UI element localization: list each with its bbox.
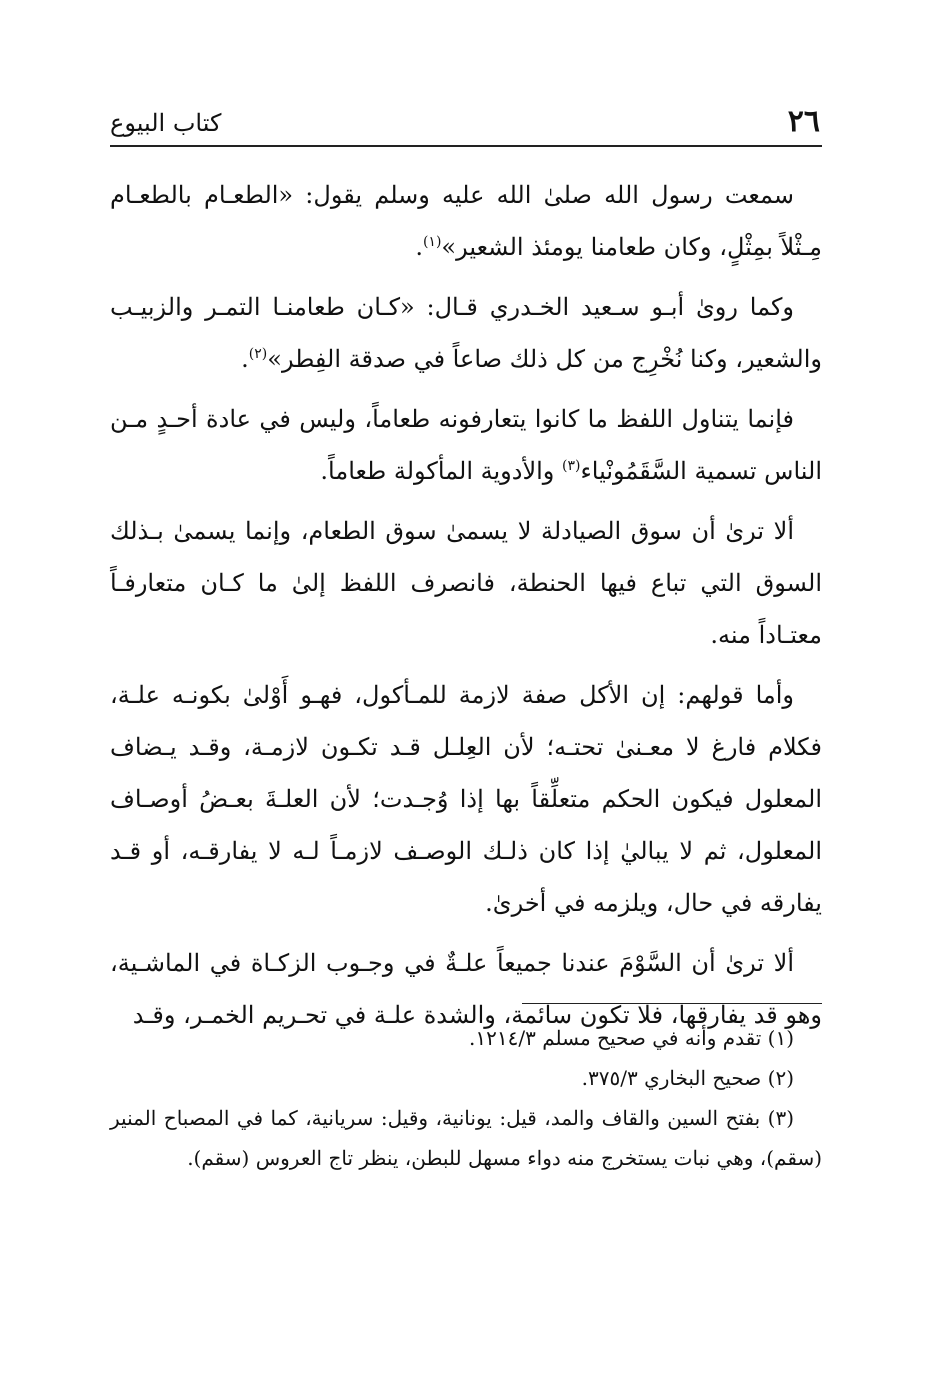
paragraph-1: سمعت رسول الله صلىٰ الله عليه وسلم يقول: «الطعـام بالطعـام مِـثْلاً بمِثْلٍ، وكان طعامنا يومئذ الشعير»$^{(١)}$. <box>110 181 822 261</box>
running-header <box>110 95 822 147</box>
footnote-divider <box>522 1003 822 1004</box>
body-text <box>110 169 822 1041</box>
footnote-ref-3[interactable]: (٣) <box>562 458 581 474</box>
footnote-ref-2[interactable]: (٢) <box>248 346 268 362</box>
book-title: كتاب البيوع <box>110 109 222 137</box>
paragraph-2: وكما روىٰ أبـو سـعيد الخـدري قـال: «كـان طعامنـا التمـر والزبيـب والشعير، وكنا نُخْرِج من كل ذلك صاعاً في صدقة الفِطر»$^{(٢)}$. <box>110 293 822 373</box>
footnote-2: (٢) صحيح البخاري ٣٧٥/٣. <box>581 1066 794 1090</box>
page-number: ٢٦ <box>787 104 820 139</box>
footnote-3: (٣) بفتح السين والقاف والمد، قيل: يونانية، وقيل: سريانية، كما في المصباح المنير (سقم)، وهي نبات يستخرج منه دواء مسهل للبطن، ينظر تاج العروس (سقم). <box>110 1106 822 1170</box>
paragraph-4: ألا ترىٰ أن سوق الصيادلة لا يسمىٰ سوق الطعام، وإنما يسمىٰ بـذلك السوق التي تباع فيها الحنطة، فانصرف اللفظ إلىٰ ما كـان متعارفـاً معتـاداً منه. <box>110 517 822 649</box>
footnote-1: (١) تقدم وأنه في صحيح مسلم ١٢١٤/٣. <box>469 1026 794 1050</box>
paragraph-5: وأما قولهم: إن الأكل صفة لازمة للمـأكول، فهـو أَوْلىٰ بكونـه علـة، فكلام فارغ لا معـنىٰ تحتـه؛ لأن العِلـل قـد تكـون لازمـة، وقـد يـضاف المعلول فيكون الحكم متعلِّقاً بها إذا وُجـدت؛ لأن العلـةَ بعـضُ أوصـاف المعلول، ثم لا يباليٰ إذا كان ذلـك الوصـف لازمـاً لـه لا يفارقـه، أو قـد يفارقه في حال، ويلزمه في أخرىٰ. <box>110 681 823 917</box>
footnote-ref-1[interactable]: (١) <box>422 234 442 250</box>
footnotes <box>110 1003 822 1178</box>
page <box>110 95 822 1049</box>
paragraph-6: ألا ترىٰ أن السَّوْمَ عندنا جميعاً علـةٌ في وجـوب الزكـاة في الماشـية، وهو قد يفارقها، فلا تكون سائمة، والشدة علـة في تحـريم الخمـر، وقـد <box>110 949 822 1029</box>
paragraph-3: فإنما يتناول اللفظ ما كانوا يتعارفونه طعاماً، وليس في عادة أحـدٍ مـن الناس تسمية السَّقَمُونْياء$^{(٣)}$ والأدوية المأكولة طعاماً. <box>110 405 822 485</box>
